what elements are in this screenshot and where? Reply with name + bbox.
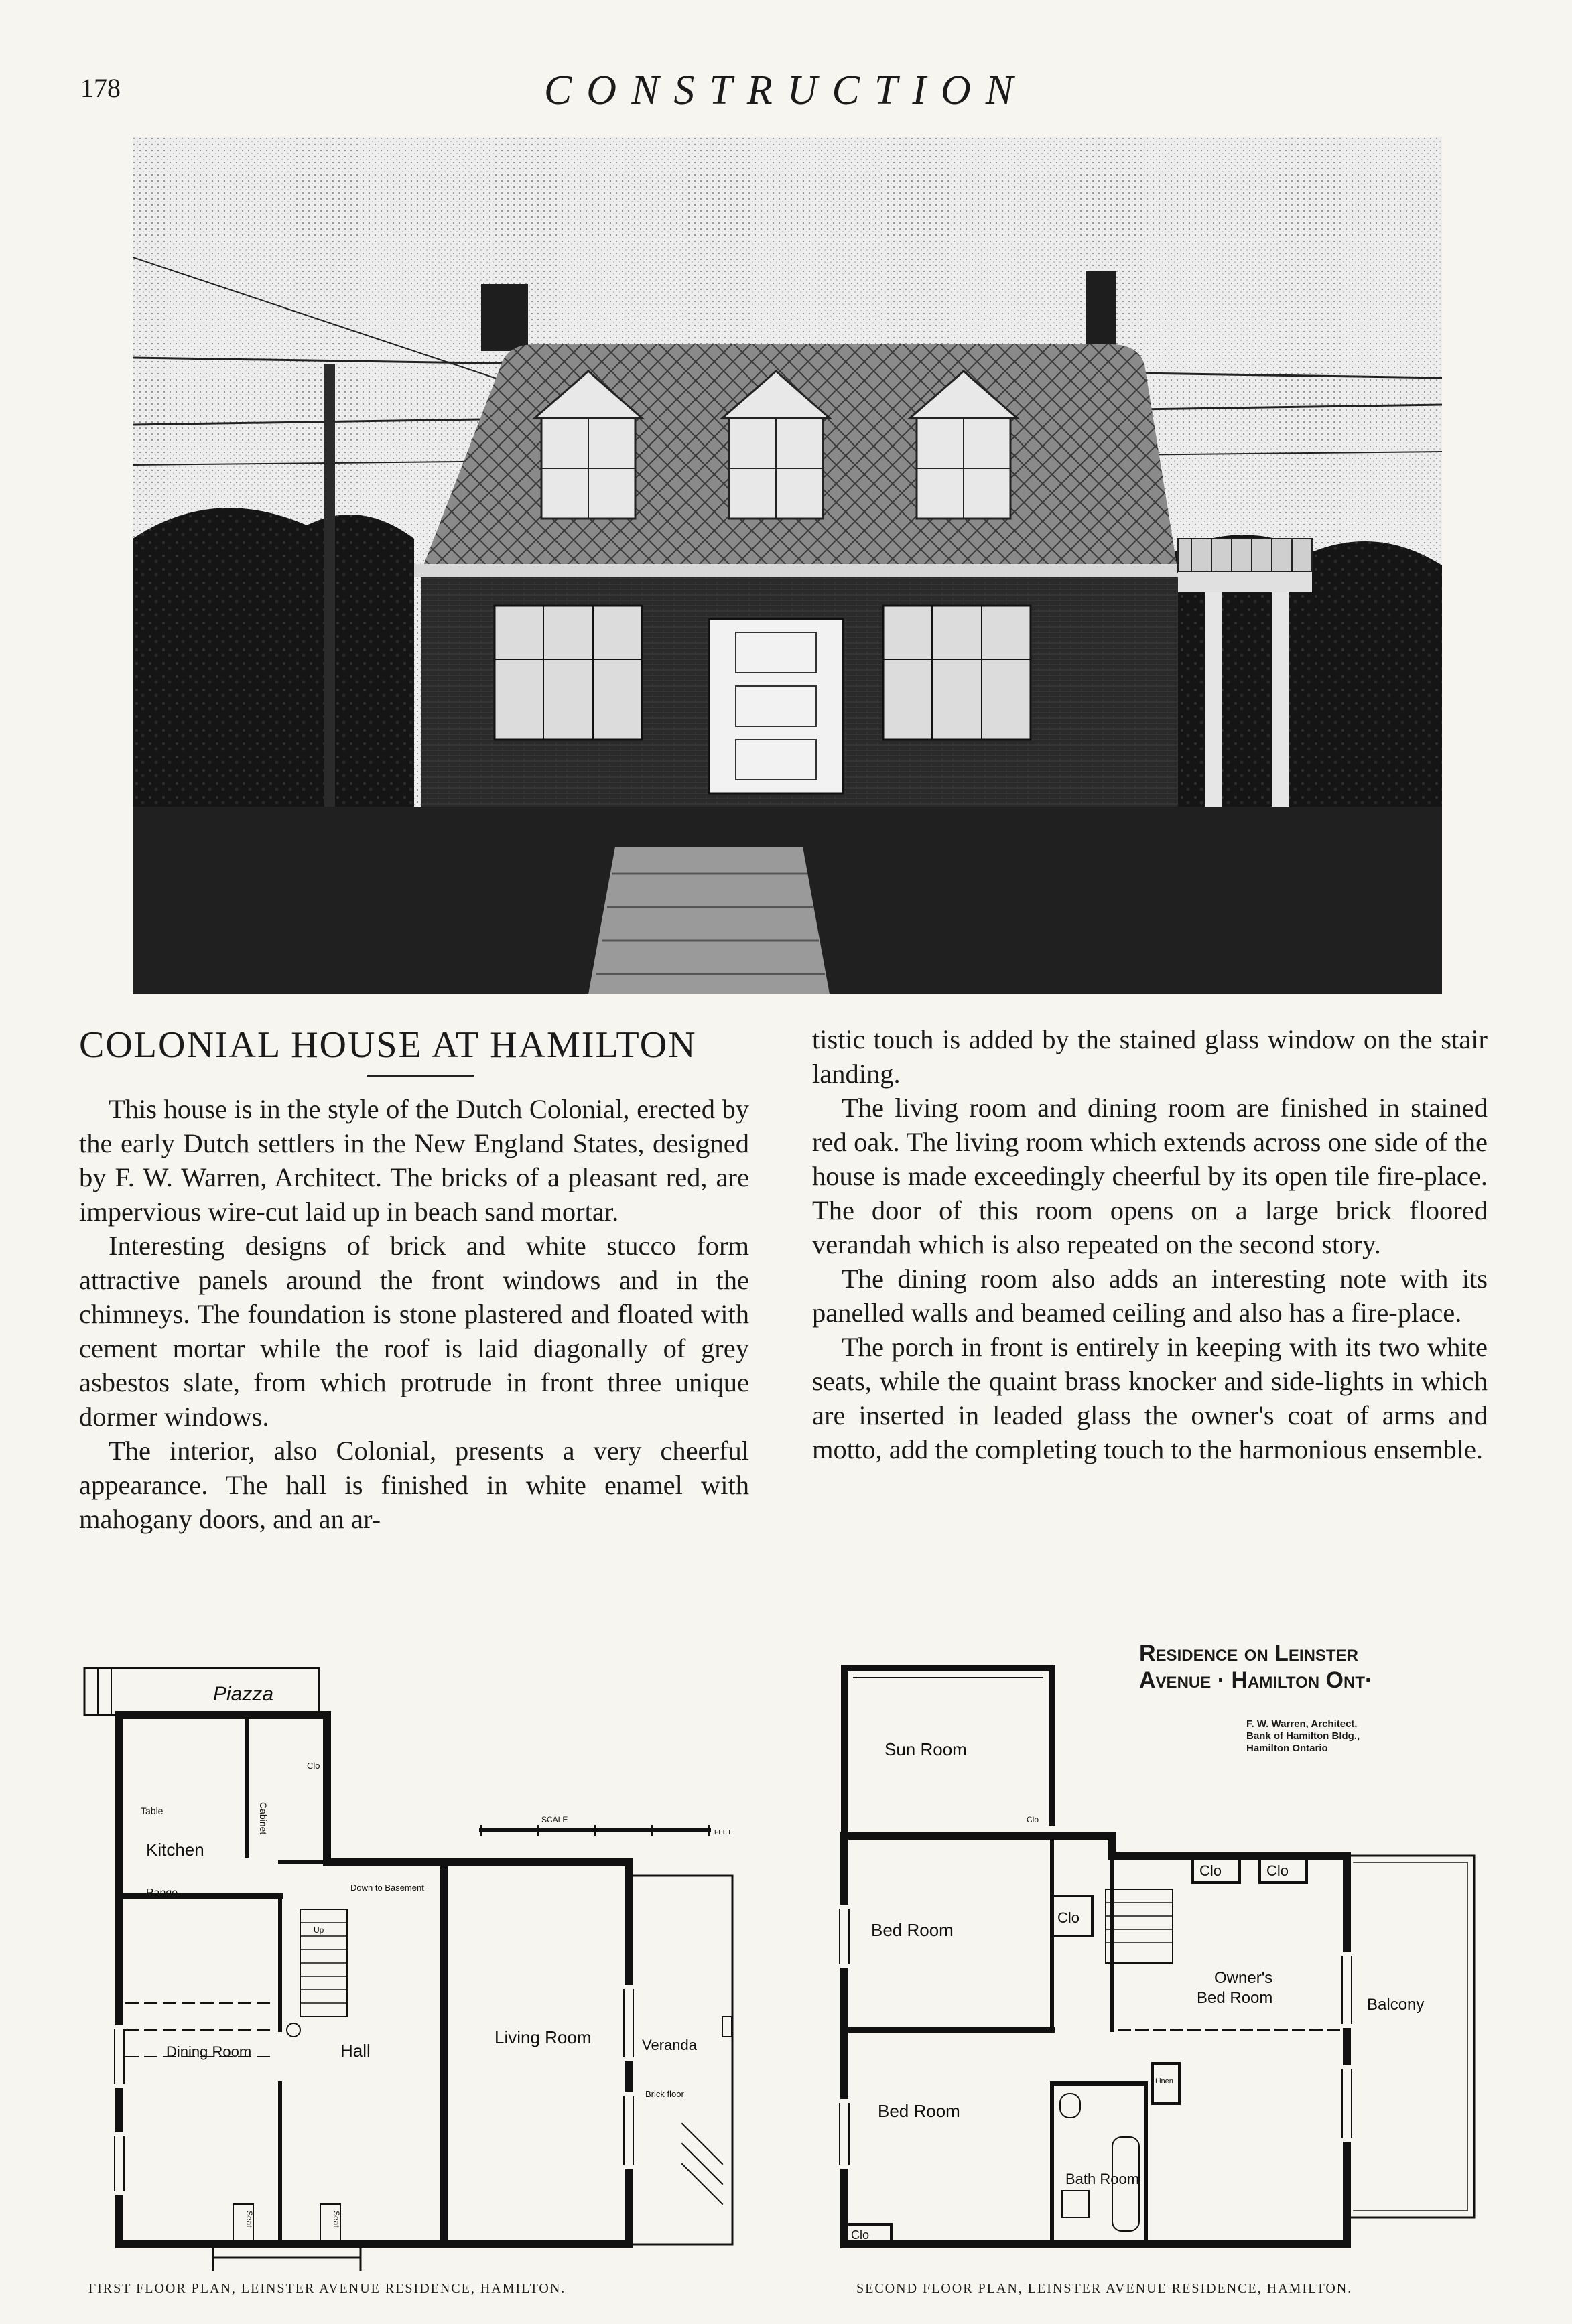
room-label: Veranda: [642, 2037, 697, 2053]
second-floor-caption: SECOND FLOOR PLAN, LEINSTER AVENUE RESIDENCE, HAMILTON.: [856, 2281, 1353, 2296]
room-label: Brick floor: [645, 2089, 684, 2099]
room-label: Bed Room: [871, 1920, 954, 1940]
running-head: CONSTRUCTION: [543, 68, 1029, 113]
room-label: Owner's: [1214, 1969, 1273, 1987]
room-label: Bath Room: [1065, 2171, 1140, 2187]
plans-title-line: Avenue · Hamilton Ont·: [1139, 1667, 1373, 1693]
paragraph: The porch in front is entirely in keeping with its two white seats, while the quaint brass knocker and side-lights in which are inserted in leaded glass the owner's coat of arms and motto, add the completing touch to the harmonious ensemble.: [812, 1332, 1488, 1464]
room-label: Clo: [1266, 1862, 1289, 1879]
room-label: Bed Room: [878, 2101, 960, 2121]
room-label: Bed Room: [1197, 1989, 1273, 2007]
paragraph: This house is in the style of the Dutch Colonial, erected by the early Dutch settlers in the New England States, designed by F. W. Warren, Architect. The bricks of a pleasant red, are impervious wire-cut laid up in beach sand mortar.: [79, 1094, 749, 1227]
room-label: Sun Room: [885, 1739, 967, 1759]
article-column-right: [812, 1022, 1488, 1466]
room-label: Clo: [1027, 1815, 1039, 1824]
scale-label: SCALE: [541, 1815, 568, 1824]
article-title: COLONIAL HOUSE AT HAMILTON: [79, 1024, 697, 1066]
room-label: Kitchen: [146, 1840, 204, 1860]
room-label: Hall: [340, 2041, 371, 2061]
room-label: Seat: [332, 2211, 341, 2228]
room-label: Cabinet: [258, 1802, 269, 1835]
first-floor-plan-drawing: [79, 1655, 749, 2271]
paragraph: tistic touch is added by the stained glass window on the stair landing.: [812, 1024, 1488, 1089]
title-rule: [367, 1075, 474, 1077]
room-label: Table: [141, 1805, 163, 1816]
architect-line: Hamilton Ontario: [1246, 1742, 1328, 1754]
scale-unit: FEET: [714, 1829, 732, 1836]
paragraph: The interior, also Colonial, presents a very cheerful appearance. The hall is finished in white enamel with mahogany doors, and an ar-: [79, 1436, 749, 1534]
room-label: Linen: [1155, 2077, 1173, 2086]
room-label: Balcony: [1367, 1996, 1425, 2014]
room-label: Clo: [1057, 1909, 1080, 1926]
paragraph: The living room and dining room are finished in stained red oak. The living room which extends across one side of the house is made exceedingly cheerful by its open tile fire-place. The door of this room opens on a large brick floored verandah which is also repeated on the second story.: [812, 1093, 1488, 1259]
architect-line: Bank of Hamilton Bldg.,: [1246, 1730, 1360, 1742]
room-label: Clo: [1199, 1862, 1222, 1879]
room-label: Down to Basement: [350, 1883, 424, 1893]
first-floor-caption: FIRST FLOOR PLAN, LEINSTER AVENUE RESIDENCE, HAMILTON.: [88, 2281, 566, 2296]
first-floor-plan: [79, 1655, 749, 2271]
architect-line: F. W. Warren, Architect.: [1246, 1718, 1358, 1730]
second-floor-plan-drawing: [831, 1655, 1488, 2271]
house-photograph: [133, 137, 1442, 994]
room-label: Living Room: [495, 2027, 592, 2047]
room-label: Dining Room: [166, 2043, 252, 2060]
paragraph: Interesting designs of brick and white stucco form attractive panels around the front windows and in the chimneys. The foundation is stone plastered and floated with cement mortar while the roof is laid diagonally of grey asbestos slate, from which protrude in front three unique dormer windows.: [79, 1231, 749, 1432]
paragraph: The dining room also adds an interesting note with its panelled walls and beamed ceiling and also has a fire-place.: [812, 1263, 1488, 1328]
house-photograph-drawing: [133, 137, 1442, 994]
room-label: Seat: [245, 2211, 254, 2228]
room-label: Up: [314, 1925, 324, 1935]
second-floor-plan: [831, 1655, 1488, 2271]
room-label: Clo: [307, 1761, 320, 1771]
article-column-left: [79, 1092, 749, 1536]
plans-title-line: Residence on Leinster: [1139, 1641, 1358, 1666]
room-label: Range: [146, 1887, 178, 1899]
room-label: Piazza: [213, 1683, 274, 1705]
room-label: Clo: [851, 2228, 870, 2242]
page-number: 178: [80, 73, 121, 103]
